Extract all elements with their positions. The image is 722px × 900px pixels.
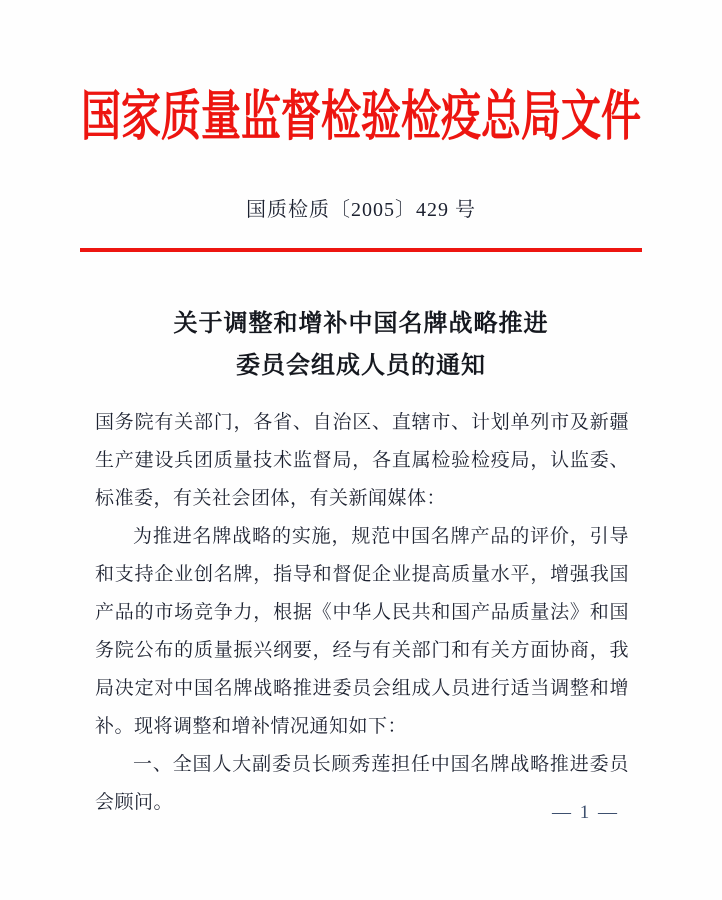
paragraph-addressees: 国务院有关部门，各省、自治区、直辖市、计划单列市及新疆生产建设兵团质量技术监督局，各直属检验检疫局，认监委、标准委，有关社会团体，有关新闻媒体： bbox=[95, 412, 629, 509]
document-title-line-1: 关于调整和增补中国名牌战略推进 bbox=[173, 311, 549, 337]
document-body bbox=[95, 404, 629, 822]
document-number: 国质检质〔2005〕429 号 bbox=[246, 199, 476, 221]
agency-header-title: 国家质量监督检验检疫总局文件 bbox=[81, 85, 641, 147]
paragraph-item-1: 一、全国人大副委员长顾秀莲担任中国名牌战略推进委员会顾问。 bbox=[95, 754, 629, 813]
paragraph-preamble: 为推进名牌战略的实施，规范中国名牌产品的评价，引导和支持企业创名牌，指导和督促企业提高质量水平，增强我国产品的市场竞争力，根据《中华人民共和国产品质量法》和国务院公布的质量振兴纲要，经与有关部门和有关方面协商，我局决定对中国名牌战略推进委员会组成人员进行适当调整和增补。现将调整和增补情况通知如下： bbox=[95, 526, 629, 737]
red-divider-rule bbox=[80, 248, 642, 252]
document-title-line-2: 委员会组成人员的通知 bbox=[236, 353, 486, 379]
document-title bbox=[0, 303, 722, 387]
page-number: — 1 — bbox=[552, 802, 619, 823]
